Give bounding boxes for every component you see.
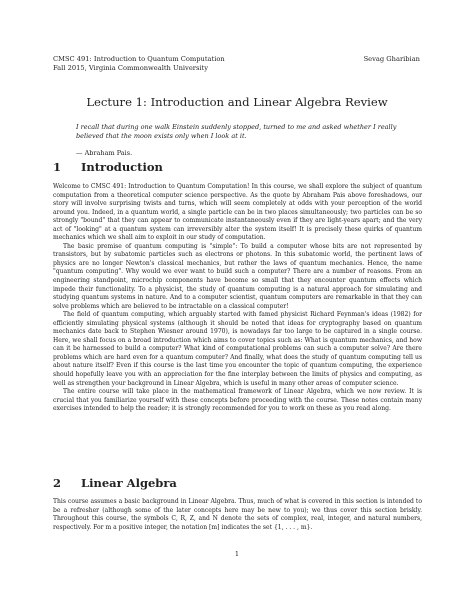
- section-heading-linear-algebra: [53, 476, 177, 490]
- paragraph: This course assumes a basic background in Linear Algebra. Thus, much of what is covered in this section is intended to be a refresher (although some of the later concepts here may be new to you); we thus cover this section briskly. Throughout this course, the symbols C, R, Z, and N denote the sets of complex, real, integer, and natural numbers, respectively. For m a positive integer, the notation [m] indicates the set {1, . . . , m}.: [53, 498, 422, 531]
- author-name: Sevag Gharibian: [363, 55, 420, 63]
- course-term: Fall 2015, Virginia Commonwealth University: [53, 63, 209, 72]
- paragraph: The entire course will take place in the mathematical framework of Linear Algebra, which we now review. It is crucial that you familiarize yourself with these concepts before proceeding with the course. These notes contain many exercises intended to help the reader; it is strongly recommended for you to work on these as you read along.: [53, 388, 422, 413]
- lecture-title: Lecture 1: Introduction and Linear Algebra Review: [86, 95, 388, 109]
- section-title: Introduction: [81, 160, 163, 174]
- epigraph-quote: I recall that during one walk Einstein suddenly stopped, turned to me and asked whether I really believed that the moon exists only when I look at it.: [76, 123, 397, 140]
- course-name: CMSC 491: Introduction to Quantum Computation: [53, 55, 225, 63]
- page-number: 1: [234, 550, 240, 558]
- paragraph: The field of quantum computing, which arguably started with famed physicist Richard Feynman's ideas (1982) for efficiently simulating physical systems (although it should be noted that ideas for cryptography based on quantum mechanics date back to Stephen Wiesner around 1970), is nowadays far too large to be captured in a single course. Here, we shall focus on a broad introduction which aims to cover topics such as: What is quantum mechanics, and how can it be harnessed to build a computer? What kind of computational problems can such a computer solve? Are there problems which are hard even for a quantum computer? And finally, what does the study of quantum computing tell us about nature itself? Even if this course is the last time you encounter the topic of quantum computing, the experience should hopefully leave you with an appreciation for the fine interplay between the limits of physics and computing, as well as strengthen your background in Linear Algebra, which is useful in many other areas of computer science.: [53, 311, 422, 387]
- paragraph: The basic premise of quantum computing is "simple": To build a computer whose bits are not represented by transistors, but by subatomic particles such as electrons or photons. In this subatomic world, the pertinent laws of physics are no longer Newton's classical mechanics, but rather the laws of quantum mechanics. Hence, the name "quantum computing". Why would we ever want to build such a computer? There are a number of reasons. From an engineering standpoint, microchip components have become so small that they encounter quantum effects which impede their functionality. To a physicist, the study of quantum computing is a natural approach for simulating and studying quantum systems in nature. And to a computer scientist, quantum computers are remarkable in that they can solve problems which are believed to be intractable on a classical computer!: [53, 242, 422, 310]
- linear-algebra-body: [53, 498, 422, 532]
- section-heading-introduction: [53, 160, 163, 174]
- section-title: Linear Algebra: [81, 476, 177, 490]
- running-header-right: [364, 55, 420, 64]
- epigraph-attribution: — Abraham Pais.: [76, 149, 133, 157]
- paragraph: Welcome to CMSC 491: Introduction to Quantum Computation! In this course, we shall explore the subject of quantum computation from a theoretical computer science perspective. As the quote by Abraham Pais above foreshadows, our story will involve surprising twists and turns, which will seem completely at odds with your perception of the world around you. Indeed, in a quantum world, a single particle can be in two places simultaneously; two particles can be so strongly "bound" that they can appear to communicate instantaneously even if they are light-years apart; and the very act of "looking" at a quantum system can irreversibly alter the system itself! It is precisely these quirks of quantum mechanics which we shall aim to exploit in our study of computation.: [53, 183, 422, 242]
- section-number: 1: [53, 160, 62, 174]
- section-number: 2: [53, 476, 62, 490]
- introduction-body: [53, 183, 422, 414]
- running-header-left: [53, 55, 313, 72]
